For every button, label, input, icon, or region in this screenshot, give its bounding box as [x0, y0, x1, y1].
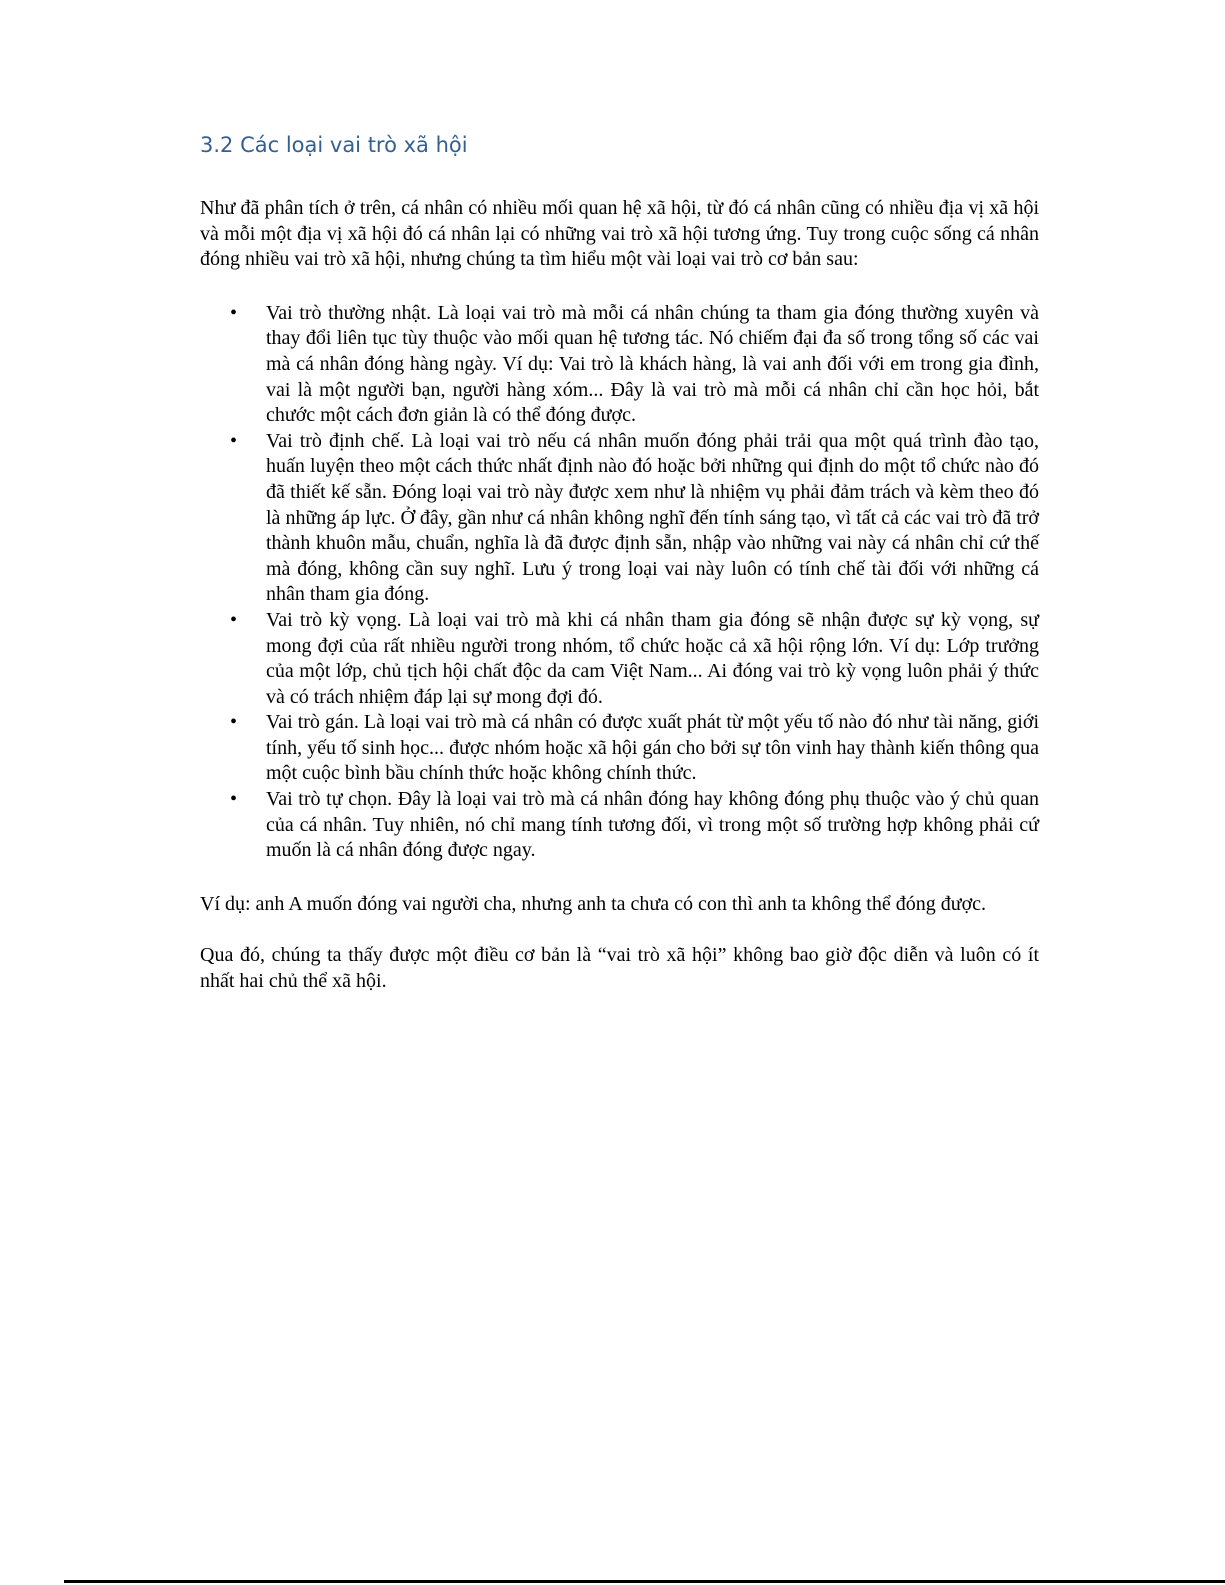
role-list	[200, 301, 1039, 864]
bullet-icon: •	[230, 429, 238, 452]
section-heading: 3.2 Các loại vai trò xã hội	[200, 133, 468, 157]
page-bottom-divider	[64, 1580, 1225, 1583]
list-item	[200, 301, 1039, 429]
list-item	[200, 710, 1039, 787]
list-item	[200, 429, 1039, 608]
bullet-icon: •	[230, 711, 238, 734]
list-item-text: Vai trò tự chọn. Đây là loại vai trò mà cá nhân đóng hay không đóng phụ thuộc vào ý chủ quan của cá nhân. Tuy nhiên, nó chỉ mang tính tương đối, vì trong một số trường hợp không phải cứ muốn là cá nhân đóng được ngay.	[266, 788, 1039, 862]
bullet-icon: •	[230, 301, 238, 324]
bullet-icon: •	[230, 608, 238, 631]
list-item-text: Vai trò gán. Là loại vai trò mà cá nhân có được xuất phát từ một yếu tố nào đó như tài năng, giới tính, yếu tố sinh học... được nhóm hoặc xã hội gán cho bởi sự tôn vinh hay thành kiến thông qua một cuộc bình bầu chính thức hoặc không chính thức.	[266, 711, 1039, 785]
list-item-text: Vai trò định chế. Là loại vai trò nếu cá nhân muốn đóng phải trải qua một quá trình đào tạo, huấn luyện theo một cách thức nhất định nào đó hoặc bởi những qui định do một tổ chức nào đó đã thiết kế sẵn. Đóng loại vai trò này được xem như là nhiệm vụ phải đảm trách và kèm theo đó là những áp lực. Ở đây, gần như cá nhân không nghĩ đến tính sáng tạo, vì tất cả các vai trò đã trở thành khuôn mẫu, chuẩn, nghĩa là đã được định sẵn, nhập vào những vai này cá nhân chỉ cứ thế mà đóng, không cần suy nghĩ. Lưu ý trong loại vai này luôn có tính chế tài đối với những cá nhân tham gia đóng.	[266, 429, 1039, 606]
intro-paragraph: Như đã phân tích ở trên, cá nhân có nhiều mối quan hệ xã hội, từ đó cá nhân cũng có nhiều địa vị xã hội và mỗi một địa vị xã hội đó cá nhân lại có những vai trò xã hội tương ứng. Tuy trong cuộc sống cá nhân đóng nhiều vai trò xã hội, nhưng chúng ta tìm hiểu một vài loại vai trò cơ bản sau:	[200, 197, 1039, 271]
list-item-text: Vai trò thường nhật. Là loại vai trò mà mỗi cá nhân chúng ta tham gia đóng thường xuyên và thay đổi liên tục tùy thuộc vào mối quan hệ tương tác. Nó chiếm đại đa số trong tổng số các vai mà cá nhân đóng hàng ngày. Ví dụ: Vai trò là khách hàng, là vai anh đối với em trong gia đình, vai là một người bạn, người hàng xóm... Đây là vai trò mà mỗi cá nhân chỉ cần học hỏi, bắt chước một cách đơn giản là có thể đóng được.	[266, 301, 1039, 427]
conclusion-paragraph: Qua đó, chúng ta thấy được một điều cơ bản là “vai trò xã hội” không bao giờ độc diễn và luôn có ít nhất hai chủ thể xã hội.	[200, 944, 1039, 993]
example-paragraph: Ví dụ: anh A muốn đóng vai người cha, nhưng anh ta chưa có con thì anh ta không thể đóng được.	[200, 892, 987, 915]
list-item	[200, 608, 1039, 710]
list-item	[200, 787, 1039, 864]
document-page	[200, 128, 1039, 995]
bullet-icon: •	[230, 788, 238, 811]
list-item-text: Vai trò kỳ vọng. Là loại vai trò mà khi cá nhân tham gia đóng sẽ nhận được sự kỳ vọng, sự mong đợi của rất nhiều người trong nhóm, tổ chức hoặc cả xã hội rộng lớn. Ví dụ: Lớp trưởng của một lớp, chủ tịch hội chất độc da cam Việt Nam... Ai đóng vai trò kỳ vọng luôn phải ý thức và có trách nhiệm đáp lại sự mong đợi đó.	[266, 608, 1039, 708]
